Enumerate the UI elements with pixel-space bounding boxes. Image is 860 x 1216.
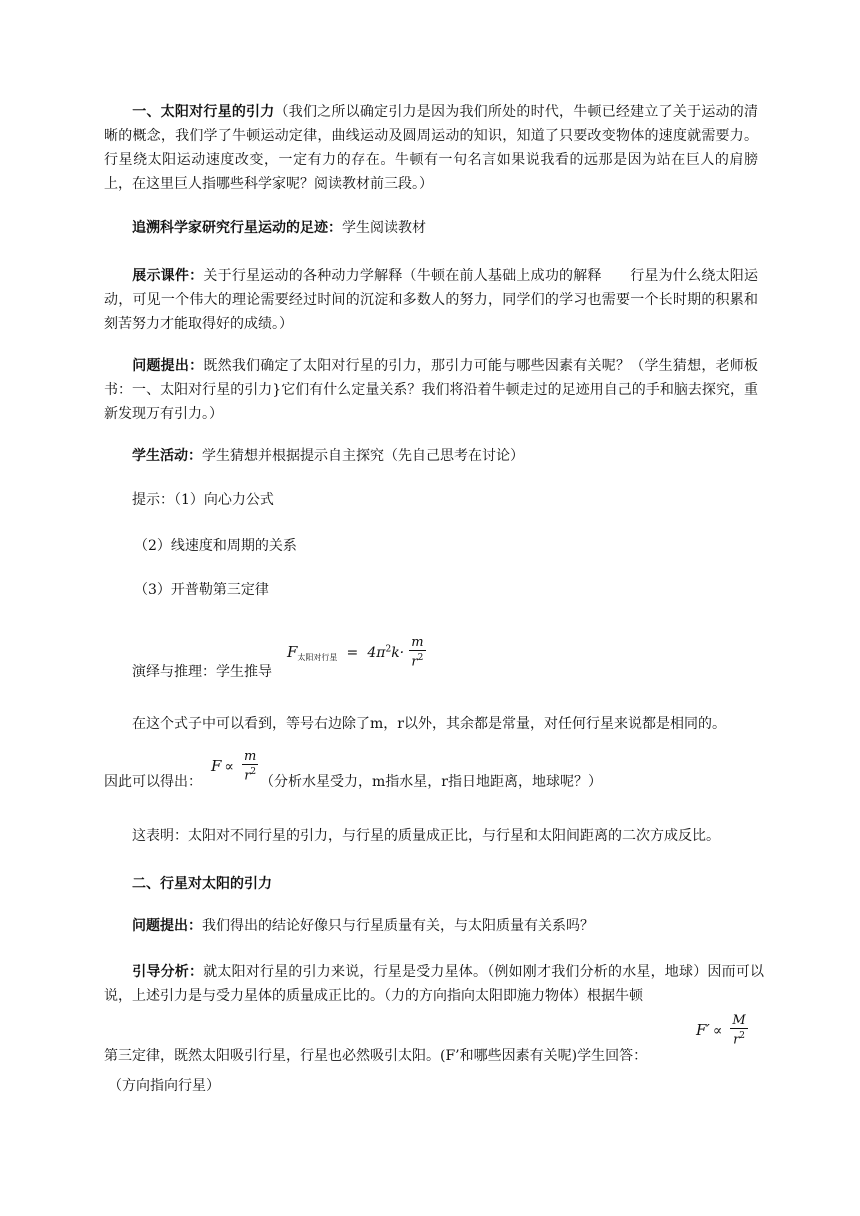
paragraph-shows [104,824,758,848]
section1-text: （我们之所以确定引力是因为我们所处的时代，牛顿已经建立了关于运动的清晰的概念，我们学了牛顿运动定律，曲线运动及圆周运动的知识，知道了只要改变物体的速度就需要力。行星绕太阳运动速度改变，一定有力的存在。牛顿有一句名言如果说我看的远那是因为站在巨人的肩膀上，在这里巨人指哪些科学家呢？阅读教材前三段。） [104,104,758,192]
paragraph-courseware [104,264,758,336]
analysis-label: 引导分析： [132,964,204,980]
formula-proportional-M: F′ ∝ $\frac{M}{r^2}$ [696,1013,746,1048]
derivation-label: 演绎与推理：学生推导 [132,664,272,680]
paragraph-question1 [104,354,758,426]
analysis-line-4: （方向指向行星） [108,1078,220,1094]
section1-heading: 一、太阳对行星的引力 [132,104,275,120]
activity-label: 学生活动： [132,448,202,464]
formula-proportional-m: F ∝ $\frac{m}{r^2}$ [211,749,257,784]
paragraph-section1 [104,100,758,196]
therefore-note: （分析水星受力，m指水星，r指日地距离，地球呢？） [260,774,602,790]
constants-text: 在这个式子中可以看到，等号右边除了m，r以外，其余都是常量，对任何行星来说都是相同的。 [132,716,726,732]
trace-label: 追溯科学家研究行星运动的足迹： [132,220,342,236]
paragraph-question2 [104,914,758,938]
paragraph-trace [104,216,758,240]
analysis-line-3: 第三定律，既然太阳吸引行星，行星也必然吸引太阳。(F’和哪些因素有关呢)学生回答： [104,1048,648,1064]
paragraph-constants [104,712,758,736]
activity-text: 学生猜想并根据提示自主探究（先自己思考在讨论） [202,448,524,464]
formula-gravity-sun-planet: $F_{太阳对行星} = 4\pi^2k\cdot$ $\frac{m}{r^2}$ [287,635,424,670]
formula-subscript: 太阳对行星 [297,653,338,663]
shows-text: 这表明：太阳对不同行星的引力，与行星的质量成正比，与行星和太阳间距离的二次方成反比。 [132,828,720,844]
analysis-text-1: 就太阳对行星的引力来说，行星是受力星体。（例如刚才我们分析的水星，地球）因而可以说，上述引力是与受力星体的质量成正比的。（力的方向指向太阳即施力物体）根据牛顿 [104,964,765,1004]
trace-text: 学生阅读教材 [342,220,426,236]
hint-item-3: （3）开普勒第三定律 [134,582,269,598]
courseware-text: 关于行星运动的各种动力学解释（牛顿在前人基础上成功的解释 行星为什么绕太阳运动，可见一个伟大的理论需要经过时间的沉淀和多数人的努力，同学们的学习也需要一个长时期的积累和刻苦努力才能取得好的成绩。） [104,268,759,332]
paragraph-activity [104,444,758,468]
question2-label: 问题提出： [132,918,202,934]
hint-line: 提示：（1）向心力公式 [132,492,274,508]
question1-text: 既然我们确定了太阳对行星的引力，那引力可能与哪些因素有关呢？（学生猜想，老师板书：一、太阳对行星的引力}它们有什么定量关系？我们将沿着牛顿走过的足迹用自己的手和脑去探究，重新发现万有引力。） [104,358,759,422]
question1-label: 问题提出： [132,358,204,374]
paragraph-section2 [104,872,758,896]
section2-heading: 二、行星对太阳的引力 [132,876,272,892]
courseware-label: 展示课件： [132,268,204,284]
hint-item-2: （2）线速度和周期的关系 [134,538,297,554]
paragraph-analysis [104,960,764,1008]
therefore-label: 因此可以得出： [104,774,202,790]
question2-text: 我们得出的结论好像只与行星质量有关，与太阳质量有关系吗？ [202,918,594,934]
